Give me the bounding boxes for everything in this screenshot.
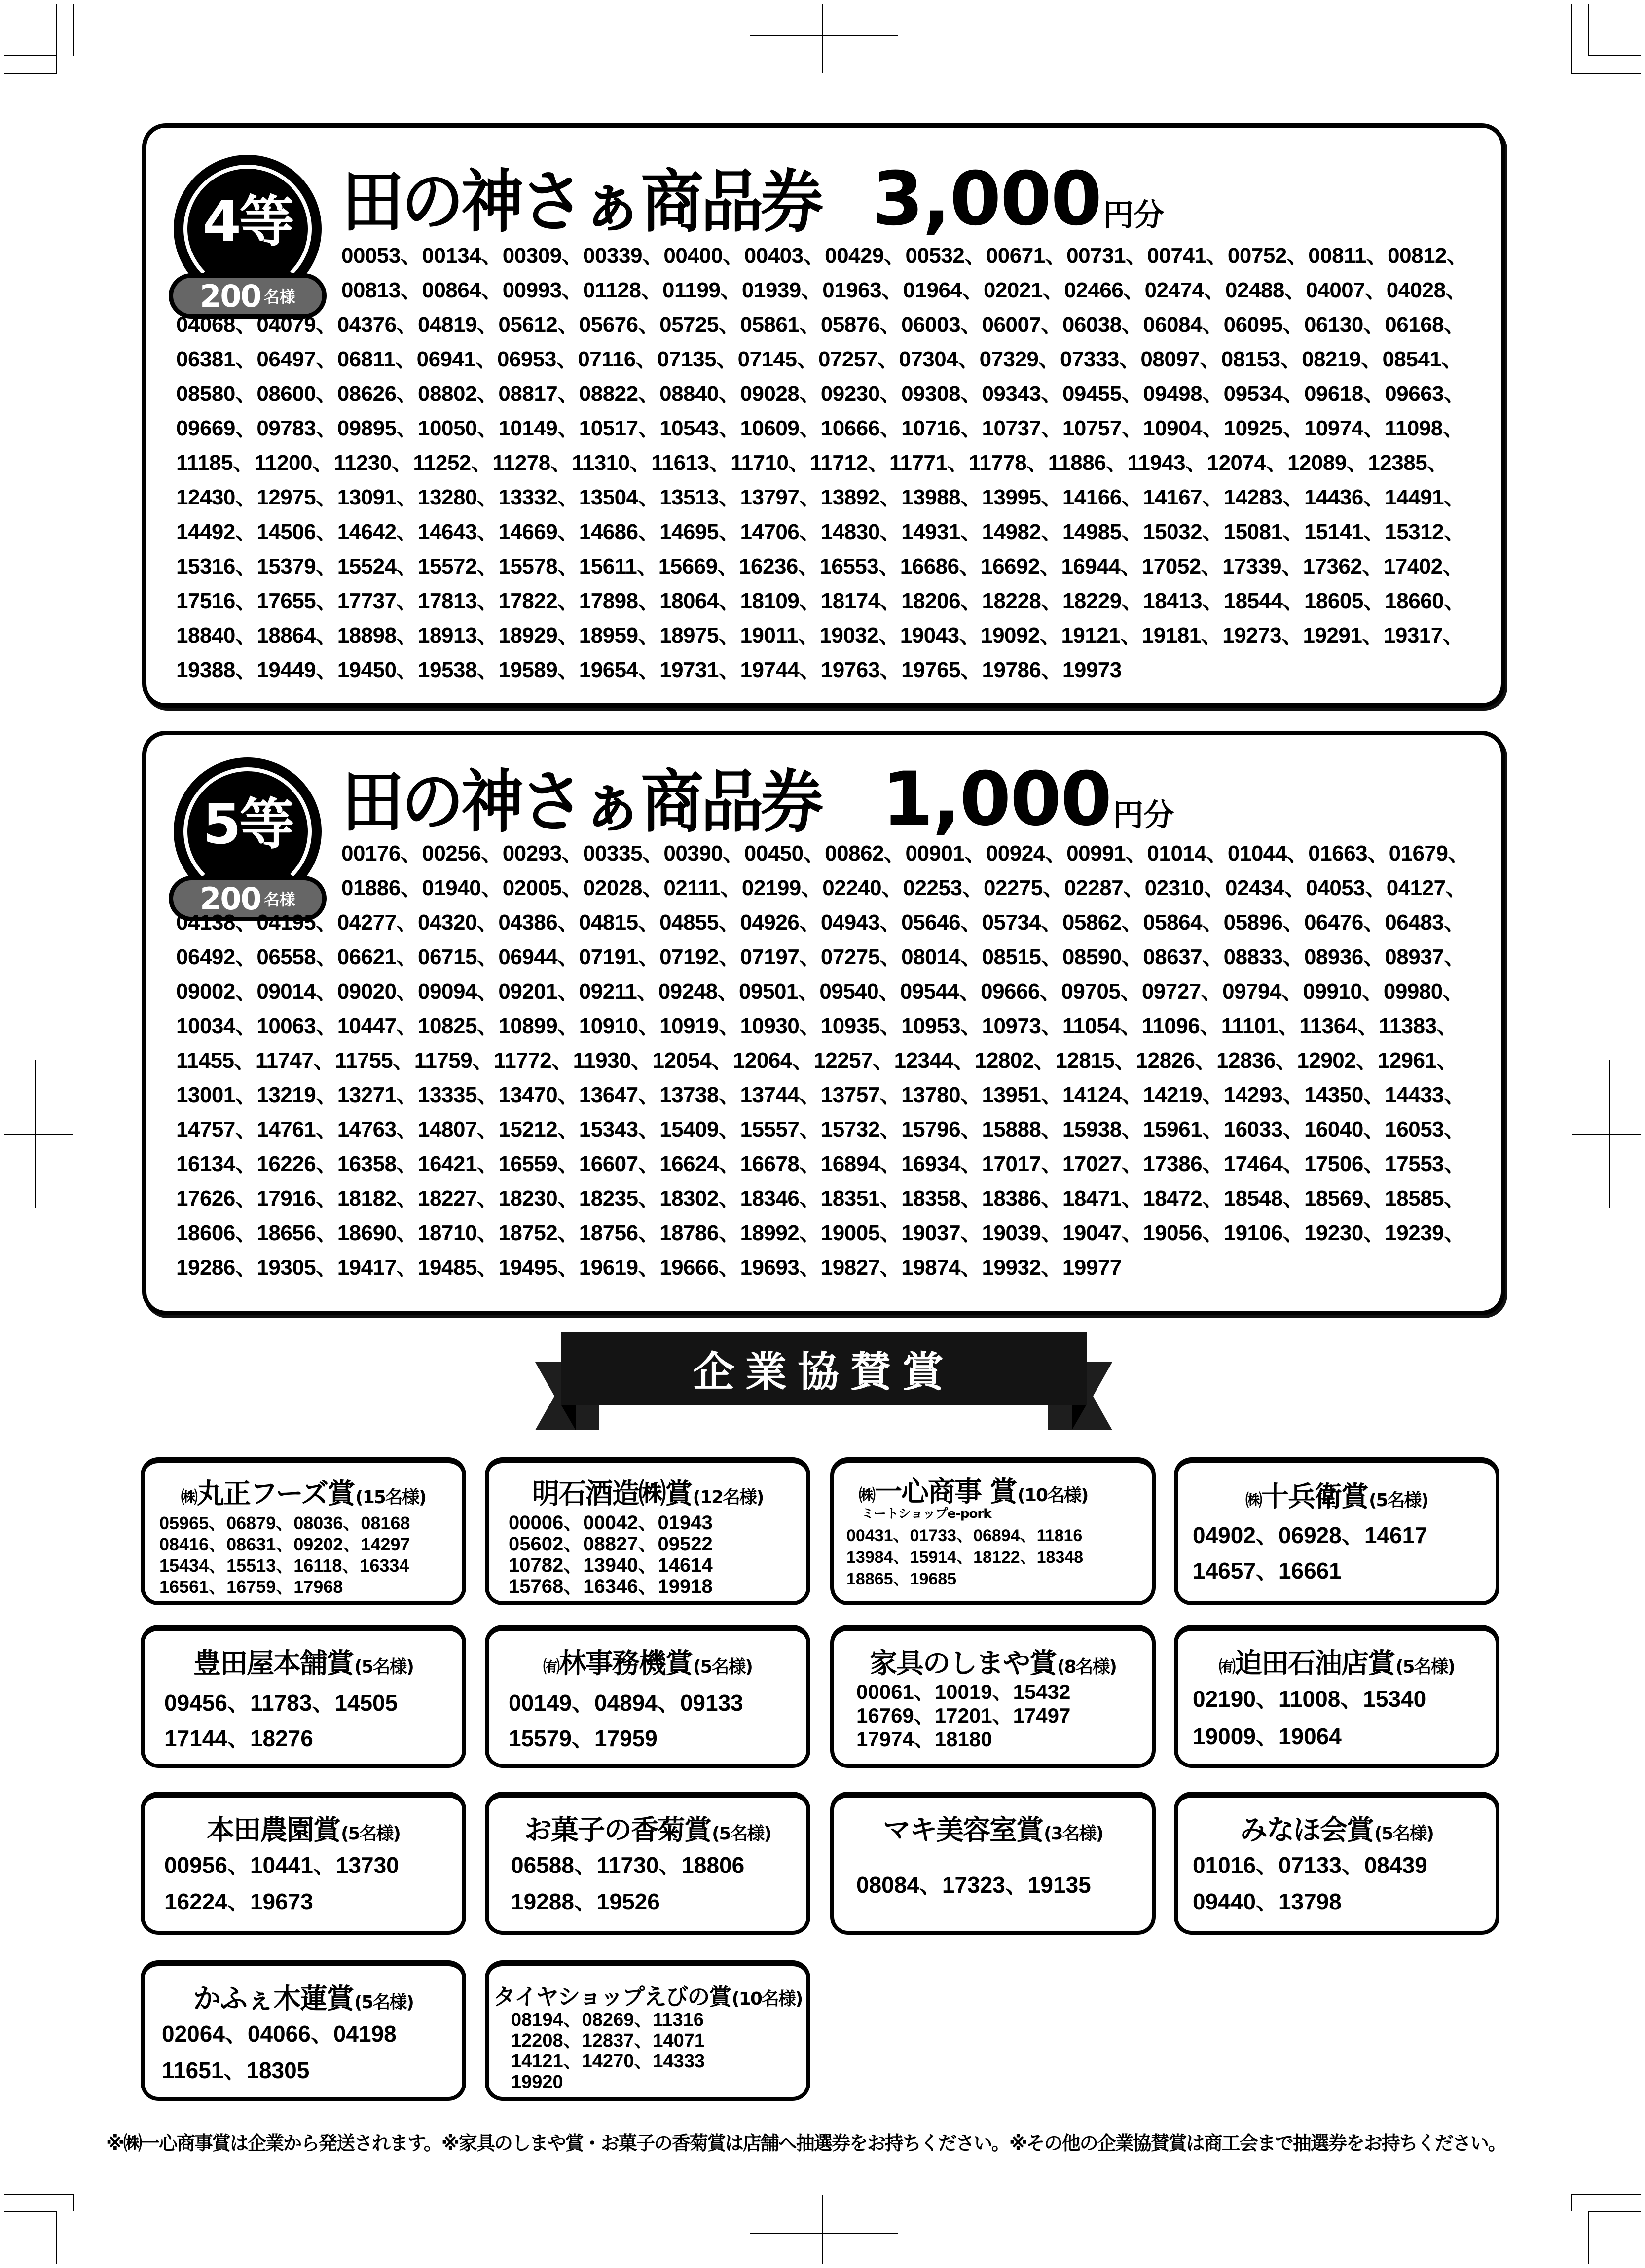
rank-label: 4等: [203, 190, 292, 254]
number-line: 06492、06558、06621、06715、06944、07191、07192、07197、07275、08014、08515、08590、08637、08833、08936、08937、: [176, 945, 1465, 969]
number-line: 10034、10063、10447、10825、10899、10910、10919、10930、10935、10953、10973、11054、11096、11101、11364、11383、: [176, 1014, 1459, 1038]
sponsor-winning-numbers: 06588、11730、18806 19288、19526: [511, 1852, 745, 1914]
sponsor-card-cafe-mokuren: [141, 1960, 466, 2101]
prize-panel-4th: [142, 123, 1505, 708]
number-line: 04068、04079、04376、04819、05612、05676、05725、05861、05876、06003、06007、06038、06084、06095、06130、06168、: [176, 313, 1465, 337]
sponsor-subtitle: ミートショップe-pork: [861, 1507, 991, 1521]
prize-title-name: 田の神さぁ商品券: [341, 762, 821, 842]
sponsor-card-minaho-kai: [1174, 1792, 1499, 1935]
sponsor-name: タイヤショップえびの賞(10名様): [493, 1983, 803, 2010]
sponsor-winning-numbers: 00149、04894、09133 15579、17959: [509, 1690, 743, 1751]
number-line: 00053、00134、00309、00339、00400、00403、00429、00532、00671、00731、00741、00752、00811、00812、: [341, 244, 1468, 268]
sponsor-card-tire-shop-ebino: [485, 1960, 810, 2101]
sponsor-card-akashi-shuzo: [485, 1457, 810, 1605]
sponsor-name: マキ美容室賞(3名様): [883, 1814, 1103, 1846]
sponsor-card-maki-biyoshitsu: [830, 1792, 1156, 1935]
sponsor-winning-numbers: 00061、10019、15432 16769、17201、17497 17974、18180: [856, 1680, 1071, 1751]
sponsor-name: かふぇ木蓮賞(5名様): [193, 1983, 413, 2015]
sponsor-name: 豊田屋本舗賞(5名様): [193, 1648, 413, 1680]
sponsor-winning-numbers: 00431、01733、06894、11816 13984、15914、18122、18348 18865、19685: [846, 1526, 1084, 1588]
sponsor-winning-numbers: 02190、11008、15340 19009、19064: [1193, 1686, 1426, 1749]
sponsor-winning-numbers: 04902、06928、14617 14657、16661: [1193, 1522, 1427, 1584]
winning-numbers-list: [176, 239, 1481, 687]
number-line: 12430、12975、13091、13280、13332、13504、13513、13797、13892、13988、13995、14166、14167、14283、14436、14491、: [176, 485, 1465, 509]
number-line: 00176、00256、00293、00335、00390、00450、00862、00901、00924、00991、01014、01044、01663、01679、: [341, 841, 1469, 865]
winner-unit: 名様: [263, 890, 295, 909]
sponsor-card-jubei: [1174, 1457, 1499, 1605]
rank-label: 5等: [203, 792, 292, 857]
sponsor-name: 明石酒造㈱賞(12名様): [532, 1478, 764, 1510]
sponsor-winning-numbers: 08194、08269、11316 12208、12837、14071 14121、14270、14333 19920: [511, 2010, 705, 2092]
prize-amount-unit: 円分: [1113, 797, 1174, 833]
number-line: 14757、14761、14763、14807、15212、15343、15409、15557、15732、15796、15888、15938、15961、16033、16040、16053、: [176, 1117, 1465, 1142]
prize-title: [341, 152, 1165, 242]
sponsor-winning-numbers: 00956、10441、13730 16224、19673: [164, 1852, 399, 1914]
sponsor-name: ㈱十兵衛賞(5名様): [1245, 1481, 1428, 1513]
sponsor-card-marusho-foods: [141, 1457, 466, 1605]
footnote: ※㈱一心商事賞は企業から発送されます。※家具のしまや賞・お菓子の香菊賞は店舗へ抽選券をお持ちください。※その他の企業協賛賞は商工会まで抽選券をお持ちください。: [106, 2132, 1506, 2154]
number-line: 11455、11747、11755、11759、11772、11930、12054、12064、12257、12344、12802、12815、12826、12836、12902、12961、: [176, 1048, 1459, 1073]
number-line: 08580、08600、08626、08802、08817、08822、08840、09028、09230、09308、09343、09455、09498、09534、09618、09663、: [176, 382, 1465, 406]
number-line: 19388、19449、19450、19538、19589、19654、19731、19744、19763、19765、19786、19973: [176, 658, 1122, 682]
prize-title-name: 田の神さぁ商品券: [341, 162, 821, 242]
number-line: 04138、04195、04277、04320、04386、04815、04855、04926、04943、05646、05734、05862、05864、05896、06476、06483、: [176, 910, 1465, 935]
sponsor-winning-numbers: 00006、00042、01943 05602、08827、09522 10782、13940、14614 15768、16346、19918: [509, 1512, 713, 1597]
number-line: 14492、14506、14642、14643、14669、14686、14695、14706、14830、14931、14982、14985、15032、15081、15141、15312、: [176, 520, 1465, 544]
sponsor-section-title: 企業協賛賞: [561, 1332, 1087, 1405]
winner-count: 200: [200, 880, 261, 917]
sponsor-card-kagu-no-shimaya: [830, 1625, 1156, 1768]
number-line: 13001、13219、13271、13335、13470、13647、13738、13744、13757、13780、13951、14124、14219、14293、14350、14433、: [176, 1083, 1465, 1107]
number-line: 17516、17655、17737、17813、17822、17898、18064、18109、18174、18206、18228、18229、18413、18544、18605、18660、: [176, 589, 1465, 613]
number-line: 17626、17916、18182、18227、18230、18235、18302、18346、18351、18358、18386、18471、18472、18548、18569、18585、: [176, 1187, 1465, 1211]
sponsor-name: 本田農園賞(5名様): [207, 1814, 400, 1846]
winner-unit: 名様: [263, 288, 295, 306]
sponsor-card-toyotaya-honpo: [141, 1625, 466, 1768]
number-line: 00813、00864、00993、01128、01199、01939、01963、01964、02021、02466、02474、02488、04007、04028、: [341, 278, 1467, 302]
sponsor-winning-numbers: 02064、04066、04198 11651、18305: [162, 2021, 397, 2083]
sponsor-winning-numbers: 01016、07133、08439 09440、13798: [1193, 1852, 1427, 1914]
prize-amount: 3,000: [872, 156, 1101, 242]
sponsor-section-ribbon: [535, 1332, 1112, 1430]
number-line: 01886、01940、02005、02028、02111、02199、02240、02253、02275、02287、02310、02434、04053、04127、: [341, 876, 1467, 900]
sponsor-name: 家具のしまや賞(8名様): [870, 1648, 1116, 1680]
sponsor-winning-numbers: 09456、11783、14505 17144、18276: [164, 1690, 398, 1751]
sponsor-winning-numbers: 05965、06879、08036、08168 08416、08631、09202、14297 15434、15513、16118、16334 16561、16759、17968: [159, 1513, 410, 1597]
sponsor-name: ㈱丸正フーズ賞(15名様): [181, 1478, 426, 1510]
sponsor-card-hayashi-jimuki: [485, 1625, 810, 1768]
sponsor-winning-numbers: 08084、17323、19135: [856, 1872, 1091, 1898]
sponsor-card-sakoda-sekiyu: [1174, 1625, 1499, 1768]
winning-numbers-list: [176, 836, 1481, 1285]
prize-amount: 1,000: [882, 756, 1111, 842]
number-line: 18840、18864、18898、18913、18929、18959、18975、19011、19032、19043、19092、19121、19181、19273、19291、19317、: [176, 623, 1464, 648]
sponsor-card-honda-noen: [141, 1792, 466, 1935]
sponsor-card-okashi-no-kagiku: [485, 1792, 810, 1935]
number-line: 09669、09783、09895、10050、10149、10517、10543、10609、10666、10716、10737、10757、10904、10925、10974、11098、: [176, 416, 1464, 440]
number-line: 16134、16226、16358、16421、16559、16607、16624、16678、16894、16934、17017、17027、17386、17464、17506、17553、: [176, 1152, 1465, 1176]
prize-panel-5th: [142, 731, 1505, 1315]
number-line: 06381、06497、06811、06941、06953、07116、07135、07145、07257、07304、07329、07333、08097、08153、08219、08541、: [176, 347, 1463, 371]
sponsor-card-isshin-shoji: [830, 1457, 1156, 1605]
sponsor-name: ㈱一心商事 賞(10名様): [859, 1476, 1088, 1508]
prize-title: [341, 753, 1174, 842]
number-line: 11185、11200、11230、11252、11278、11310、11613、11710、11712、11771、11778、11886、11943、12074、12089、12385、: [176, 451, 1449, 475]
sponsor-name: ㈲迫田石油店賞(5名様): [1219, 1648, 1455, 1680]
winner-count: 200: [200, 278, 261, 314]
number-line: 09002、09014、09020、09094、09201、09211、09248、09501、09540、09544、09666、09705、09727、09794、09910、09980、: [176, 979, 1464, 1004]
number-line: 15316、15379、15524、15572、15578、15611、15669、16236、16553、16686、16692、16944、17052、17339、17362、17402、: [176, 554, 1464, 578]
sponsor-name: ㈲林事務機賞(5名様): [543, 1648, 752, 1680]
number-line: 18606、18656、18690、18710、18752、18756、18786、18992、19005、19037、19039、19047、19056、19106、19230、19239、: [176, 1221, 1465, 1245]
sponsor-name: みなほ会賞(5名様): [1240, 1814, 1433, 1846]
number-line: 19286、19305、19417、19485、19495、19619、19666、19693、19827、19874、19932、19977: [176, 1256, 1122, 1280]
prize-amount-unit: 円分: [1103, 197, 1165, 233]
sponsor-name: お菓子の香菊賞(5名様): [524, 1814, 771, 1846]
